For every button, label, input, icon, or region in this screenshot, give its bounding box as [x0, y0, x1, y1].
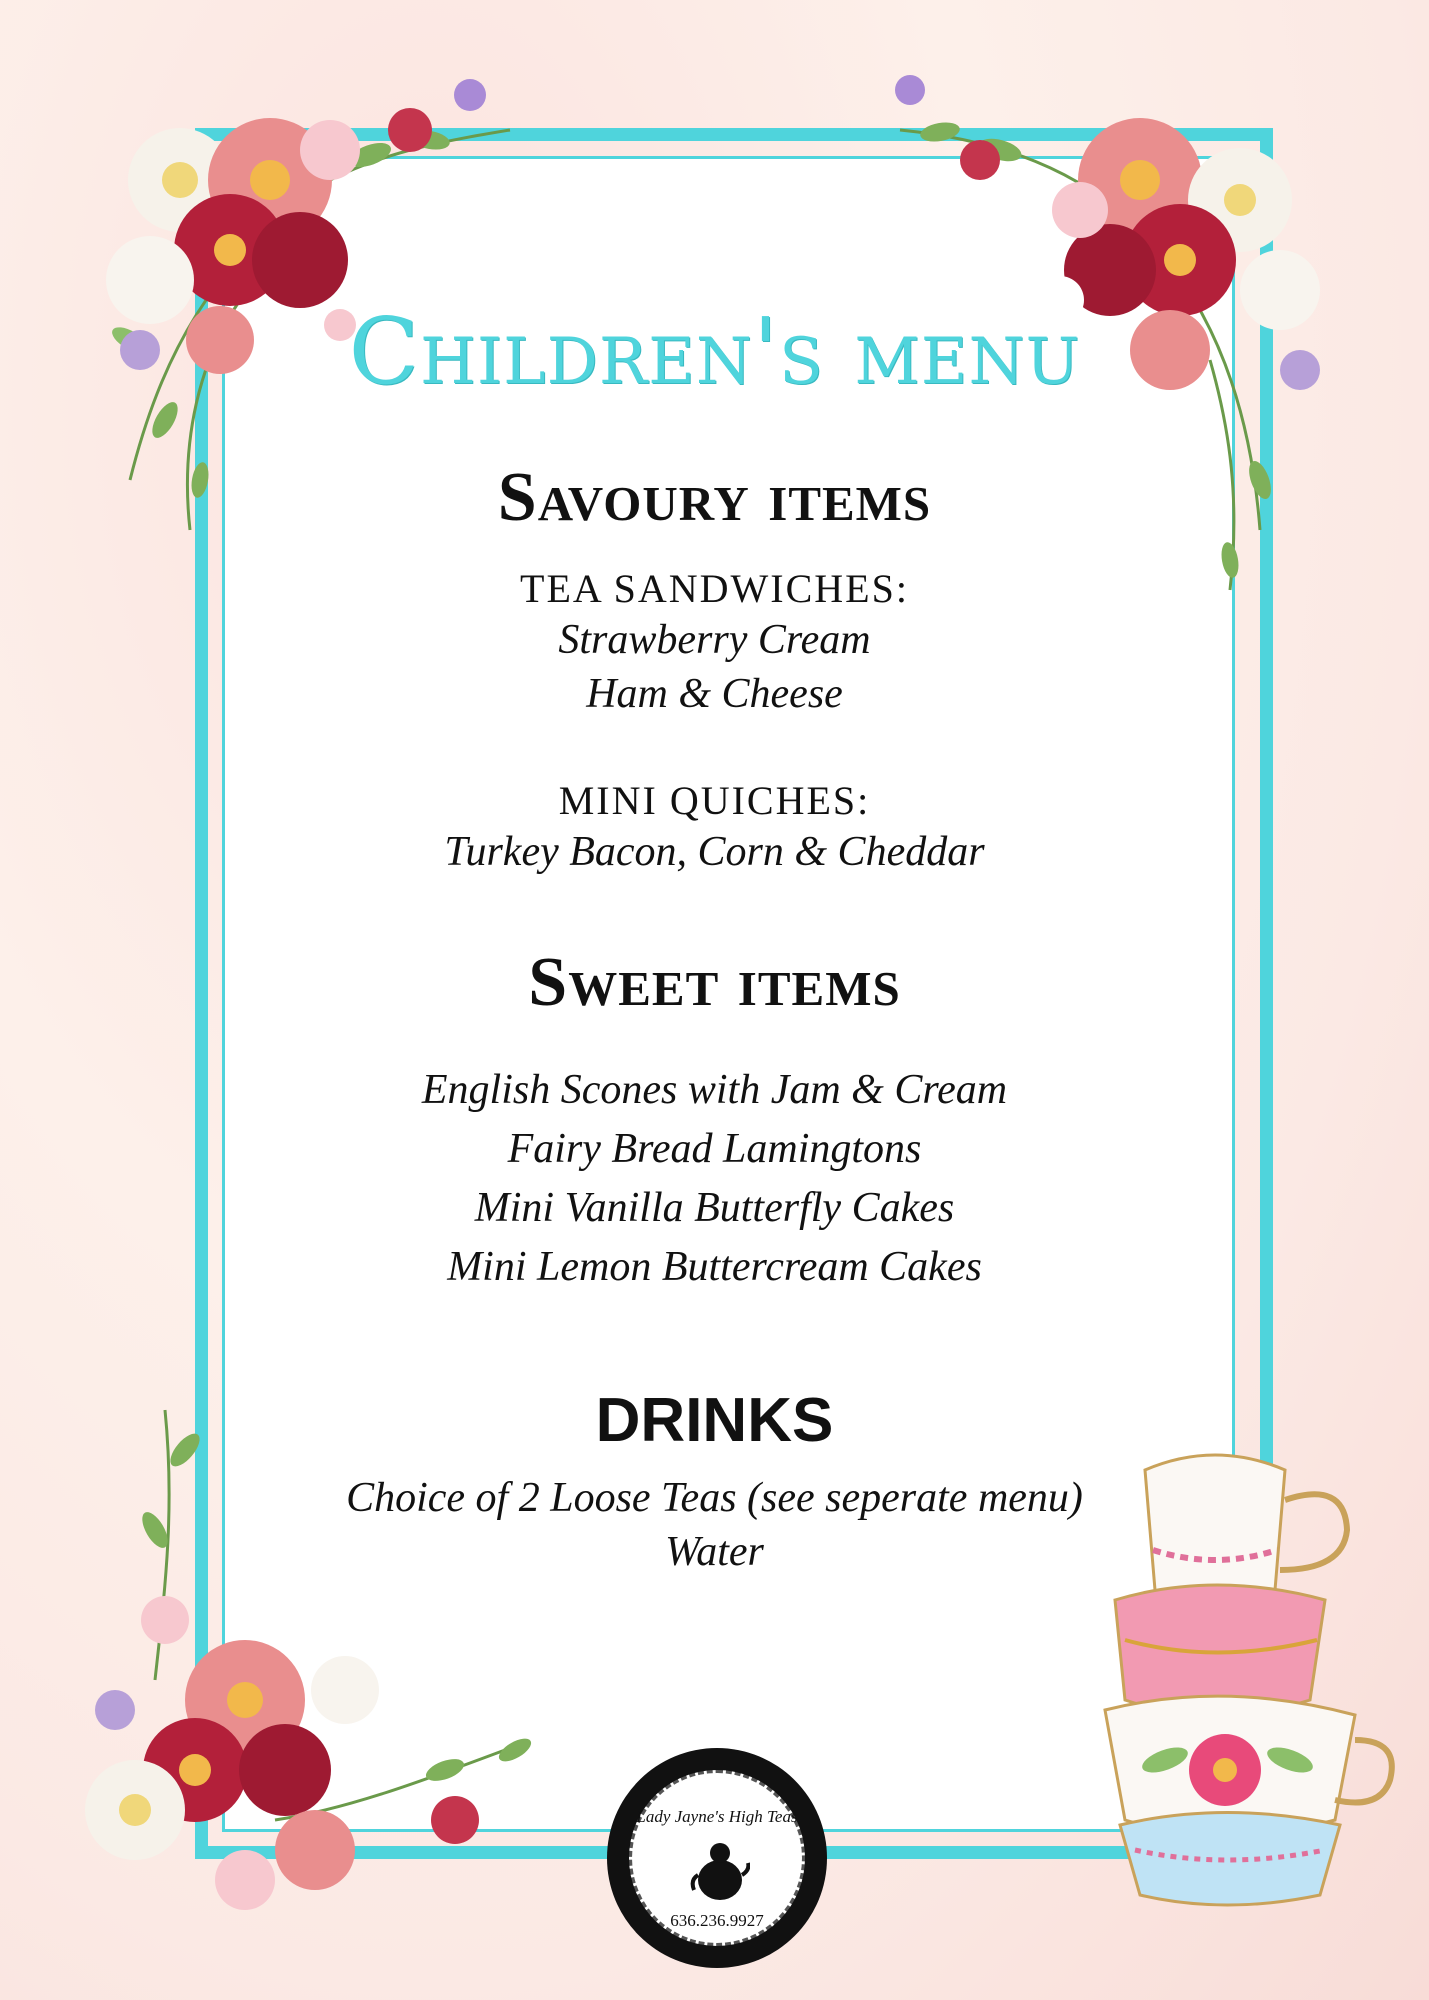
logo-name: Lady Jayne's High Teas: [636, 1807, 798, 1826]
drink-item: Water: [665, 1529, 764, 1575]
quiche-item: Turkey Bacon, Corn & Cheddar: [444, 829, 985, 875]
tea-sandwiches-label: TEA SANDWICHES:: [520, 566, 909, 611]
savoury-heading: Savoury items: [497, 459, 932, 536]
floral-corner-bottom-left: [45, 1390, 565, 1930]
sweet-item: Mini Lemon Buttercream Cakes: [447, 1244, 982, 1290]
sweet-item: Mini Vanilla Butterfly Cakes: [474, 1185, 955, 1231]
drinks-heading: DRINKS: [595, 1386, 834, 1455]
sandwich-item: Strawberry Cream: [558, 617, 871, 663]
logo-phone: 636.236.9927: [670, 1911, 764, 1930]
sandwich-item: Ham & Cheese: [586, 671, 843, 717]
mini-quiches-label: MINI QUICHES:: [558, 778, 871, 823]
sweet-item: English Scones with Jam & Cream: [421, 1067, 1008, 1113]
drink-item: Choice of 2 Loose Teas (see seperate menu): [346, 1475, 1083, 1521]
logo-badge: [629, 1770, 805, 1946]
teapot-silhouette-icon: [690, 1835, 750, 1905]
menu-title: Children's menu: [348, 298, 1081, 405]
sweet-heading: Sweet items: [528, 944, 901, 1021]
sweet-item: Fairy Bread Lamingtons: [507, 1126, 922, 1172]
business-logo: [607, 1748, 827, 1968]
